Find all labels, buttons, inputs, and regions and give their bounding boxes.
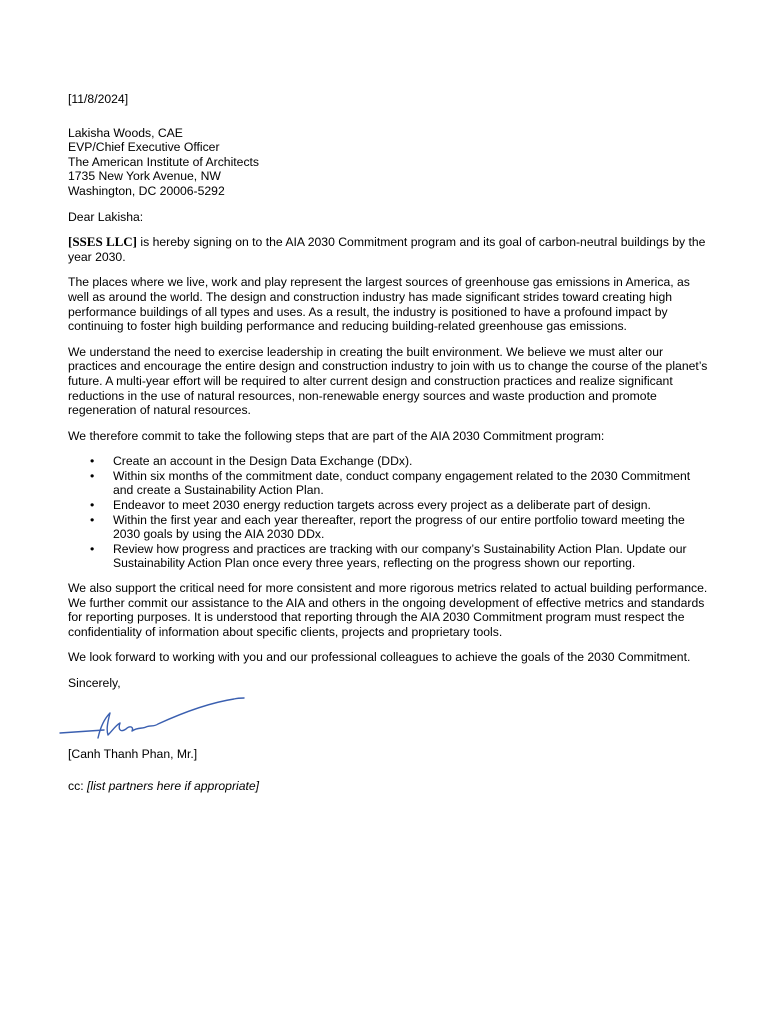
intro-paragraph <box>68 235 708 264</box>
list-item <box>68 454 708 469</box>
intro-text: is hereby signing on to the AIA 2030 Commitment program and its goal of carbon-neutral buildings by the year 2030. <box>68 235 706 264</box>
step-text: Endeavor to meet 2030 energy reduction targets across every project as a deliberate part of design. <box>113 498 651 513</box>
recipient-title: EVP/Chief Executive Officer <box>68 140 220 155</box>
step-text: Within the first year and each year thereafter, report the progress of our entire portfolio toward meeting the 2030 goals by using the AIA 2030 DDx. <box>113 512 685 542</box>
organization-name: [SSES LLC] <box>68 234 137 250</box>
recipient-name: Lakisha Woods, CAE <box>68 125 183 140</box>
recipient-organization: The American Institute of Architects <box>68 154 260 169</box>
paragraph-commit: We therefore commit to take the following steps that are part of the AIA 2030 Commitment program: <box>68 428 605 443</box>
step-text: Within six months of the commitment date, conduct company engagement related to the 2030 Commitment and create a Sustainability Action Plan. <box>113 468 691 498</box>
bullet-icon: • <box>90 512 95 527</box>
signer-name: [Canh Thanh Phan, Mr.] <box>68 746 198 761</box>
cc-line <box>68 779 708 794</box>
list-item <box>68 498 708 513</box>
bullet-icon: • <box>90 468 95 483</box>
bullet-icon: • <box>90 498 95 513</box>
handwritten-signature <box>58 691 248 747</box>
signature-stroke <box>60 698 244 738</box>
list-item <box>68 513 708 542</box>
letter-date: [11/8/2024] <box>68 92 129 106</box>
signature-area <box>68 691 708 747</box>
step-text: Create an account in the Design Data Exchange (DDx). <box>113 454 413 469</box>
cc-label: cc: <box>68 779 87 794</box>
cc-recipients: [list partners here if appropriate] <box>86 779 260 794</box>
list-item <box>68 542 708 571</box>
bullet-icon: • <box>90 541 95 556</box>
bullet-icon: • <box>90 454 95 469</box>
recipient-address <box>68 126 708 199</box>
salutation: Dear Lakisha: <box>68 209 144 224</box>
paragraph-leadership: We understand the need to exercise leadership in creating the built environment. We believe we must alter our practices and encourage the entire design and construction industry to join with us to change the course of the planet’s future. A multi-year effort will be required to alter current design and construction practices and realize significant reductions in the use of natural resources, non-renewable energy sources and waste production and promote regeneration of natural resources. <box>68 344 708 418</box>
recipient-city: Washington, DC 20006-5292 <box>68 183 225 198</box>
paragraph-closing: We look forward to working with you and our professional colleagues to achieve the goals of the 2030 Commitment. <box>68 650 691 665</box>
commitment-steps-list <box>68 454 708 571</box>
valediction: Sincerely, <box>68 676 121 690</box>
letter-body <box>68 92 708 794</box>
recipient-street: 1735 New York Avenue, NW <box>68 169 221 184</box>
step-text: Review how progress and practices are tracking with our company’s Sustainability Action Plan. Update our Sustainability Action Plan once every three years, reflecting on the progress shown our reporting. <box>113 541 687 571</box>
paragraph-support: We also support the critical need for more consistent and more rigorous metrics related to actual building performance. We further commit our assistance to the AIA and others in the ongoing development of effective metrics and standards for reporting purposes. It is understood that reporting through the AIA 2030 Commitment program must respect the confidentiality of information about specific clients, projects and proprietary tools. <box>68 581 708 639</box>
paragraph-places: The places where we live, work and play represent the largest sources of greenhouse gas emissions in America, as well as around the world. The design and construction industry has made significant strides toward creating high performance buildings of all types and uses. As a result, the industry is positioned to have a profound impact by continuing to foster high building performance and reducing building-related greenhouse gas emissions. <box>68 275 690 334</box>
list-item <box>68 469 708 498</box>
